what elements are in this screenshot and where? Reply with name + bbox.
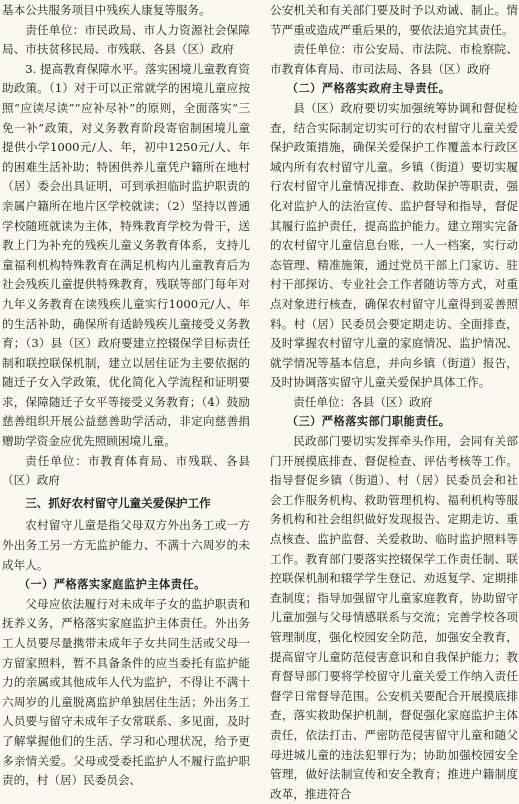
paragraph: 3. 提高教育保障水平。落实困境儿童教育资助政策。（1）对于可以正常就学的困境儿童应按照“应读尽读”“应补尽补”的原则，全面落实“三免一补”政策，对义务教育阶段寄宿制困境儿童提供小学1000元/人、年，初中1250元/人、年的困难生活补助；特困供养儿童凭户籍所在地村（居）委会出具证明，可到承担临时监护职责的亲属户籍所在地片区学校就读；（2）坚持以普通学校随班就读为主体，特殊教育学校为骨干，送教上门为补充的残疾儿童义务教育体系，支持儿童福利机构特殊教育在满足机构内儿童教育后为社会残疾儿童提供特殊教育，残联等部门每年对九年义务教育在读残疾儿童实行1000元/人、年的生活补助，确保所有适龄残疾儿童接受义务教育；（3）县（区）政府要建立控辍保学目标责任制和联控联保机制，建立以居住证为主要依据的随迁子女入学政策，优化简化入学流程和证明要求，保障随迁子女平等接受义务教育；（4）鼓励慈善组织开展公益慈善助学活动，非定向慈善捐赠助学资金应优先照顾困境儿童。 — [2, 61, 250, 449]
paragraph: 父母应依法履行对未成年子女的监护职责和抚养义务，严格落实家庭监护主体责任。外出务工人员要尽量携带未成年子女共同生活或父母一方留家照料，暂不具备条件的应当委托有监护能力的亲属或其他成年人代为监护，不得让不满十六周岁的儿童脱离监护单独居住生活；外出务工人员要与留守未成年子女常联系、多见面，及时了解掌握他们的生活、学习和心理状况，给予更多亲情关爱。父母或受委托监护人不履行监护职责的，村（居）民委员会、 — [2, 596, 250, 788]
paragraph: 民政部门要切实发挥牵头作用，会同有关部门开展摸底排查、督促检查、评估考核等工作。指导督促乡镇（街道）、村（居）民委员会和社会工作服务机构、救助管理机构、福利机构等服务机构和社会组织做好发现报告、定期走访、重点核查、监护监督、关爱救助、临时监护照料等工作。教育部门要落实控辍保学工作责任制、联控联保机制和辍学学生登记、劝返复学、定期排查制度；指导加强留守儿童家庭教育，协助留守儿童加强与父母情感联系与交流；完善学校各项管理制度，强化校园安全防范，加强安全教育，提高留守儿童防范侵害意识和自我保护能力；教育督导部门要将学校留守儿童关爱工作纳入责任督学日常督导范围。公安机关要配合开展摸底排查，落实救助保护机制，督促强化家庭监护主体责任，依法打击、严密防范侵害留守儿童和随父母进城儿童的违法犯罪行为；协助加强校园安全管理，做好法制宣传和安全教育；推进户籍制度改革，推进符合 — [270, 434, 518, 801]
responsible-units: 责任单位：市民政局、市人力资源社会保障局、市扶贫移民局、市残联、各县（区）政府 — [2, 22, 250, 57]
subsection-heading: （三）严格落实部门职能责任。 — [286, 415, 451, 429]
responsible-units: 责任单位：市公安局、市法院、市检察院、市教育体育局、市司法局、各县（区）政府 — [270, 42, 518, 76]
paragraph: 县（区）政府要切实加强统筹协调和督促检查，结合实际制定切实可行的农村留守儿童关爱保护政策措施，确保关爱保护工作覆盖本行政区域内所有农村留守儿童。乡镇（街道）要切实履行农村留守儿童情况排查、救助保护等职责，强化对监护人的法治宣传、监护督导和指导，督促其履行监护责任，提高监护能力。建立翔实完备的农村留守儿童信息台账，一人一档案，实行动态管理、精准施策，通过党员干部上门家访、驻村干部探访、专业社会工作者随访等方式，对重点对象进行核查，确保农村留守儿童得到妥善照料。村（居）民委员会要定期走访、全面排查，及时掌握农村留守儿童的家庭情况、监护情况、就学情况等基本信息，并向乡镇（街道）报告，及时协调落实留守儿童关爱保护具体工作。 — [270, 100, 518, 390]
left-column — [2, 1, 250, 791]
section-heading: 三、抓好农村留守儿童关爱保护工作 — [25, 495, 211, 510]
subsection-heading: （一）严格落实家庭监护主体责任。 — [18, 578, 206, 592]
subsection-heading: （二）严格落实政府主导责任。 — [286, 82, 451, 96]
responsible-units: 责任单位：各县（区）政府 — [293, 394, 433, 409]
right-column — [270, 1, 518, 804]
paragraph: 农村留守儿童是指父母双方外出务工或一方外出务工另一方无监护能力、不满十六周岁的未成年人。 — [2, 518, 250, 572]
responsible-units: 责任单位：市教育体育局、市残联、各县（区）政府 — [2, 453, 250, 488]
paragraph: 公安机关和有关部门要及时予以劝诫、制止。情节严重或造成严重后果的，要依法追究其责任。 — [270, 3, 518, 37]
paragraph: 基本公共服务项目中残疾人康复等服务。 — [2, 3, 211, 17]
